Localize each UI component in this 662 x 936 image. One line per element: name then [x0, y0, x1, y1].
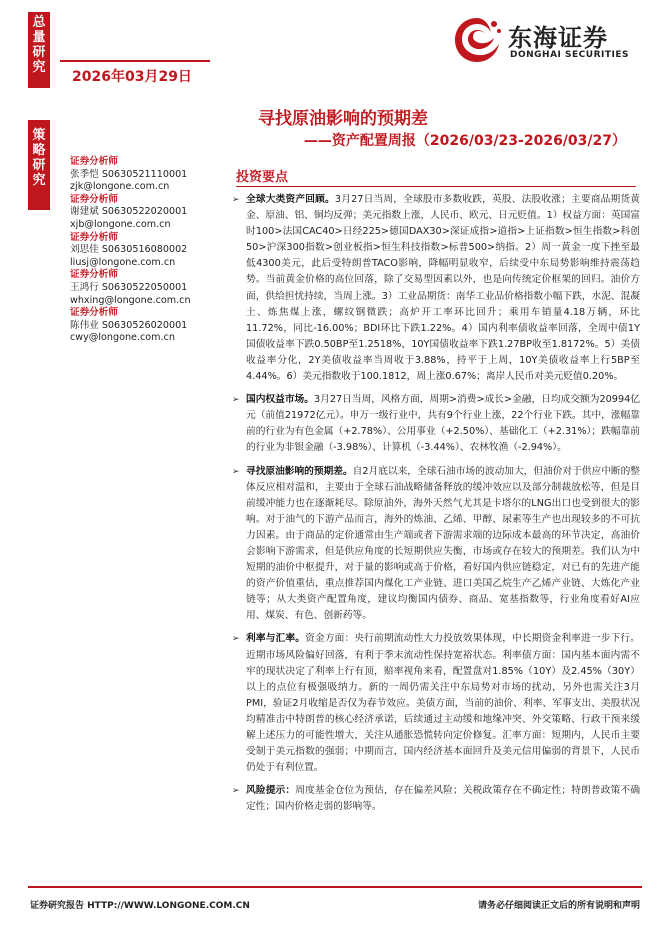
footer-website[interactable]: 证券研究报告 HTTP://WWW.LONGONE.COM.CN [30, 901, 250, 911]
analyst-card [70, 156, 210, 194]
analyst-name-code: 谢建斌 S0630522020001 [70, 206, 188, 218]
analyst-email[interactable]: cwy@longone.com.cn [70, 332, 175, 344]
key-points-body [232, 192, 640, 822]
key-point-heading: 全球大类资产回顾。 [246, 194, 335, 205]
arrow-bullet-icon: ➢ [232, 634, 240, 645]
key-point-text: 资金方面：央行前期流动性大力投放效果体现，中长期资金利率进一步下行。近期市场风险偏好回落，有利于季末流动性保持宽裕状态。利率债方面：国内基本面内需不牢的现状决定了利率上行有顶，赔率视角来看，配置盘对1.85%（10Y）及2.45%（30Y）以上的点位有极强吸纳力。新的一周仍需关注中东局势对市场的扰动，另外也需关注3月PMI，验证2月收缩是否仅为春节效应。美债方面，当前的油价、利率、军事支出、美股状况均精准击中特朗普的核心经济承诺，后续通过主动缓和地缘冲突、外交策略、行政干预来缓解上述压力的可能性增大，关注从通胀恐慌转向定价修复。汇率方面：短期内，人民币主要受制于美元指数的强弱；中期而言，国内经济基本面回升及美元信用偏弱的背景下，人民币仍处于有利位置。 [246, 633, 640, 774]
key-point-text: 3月27日当周，风格方面，周期>消费>成长>金融，日均成交额为20994亿元（前值21972亿元）。申万一级行业中，共有9个行业上涨，22个行业下跌。其中，涨幅靠前的行业为有色金属（+2.78%）、公用事业（+2.50%）、基础化工（+2.31%）；跌幅靠前的行业为非银金融（-3.98%）、计算机（-3.44%）、农林牧渔（-2.94%）。 [246, 394, 640, 454]
analyst-email[interactable]: liusj@longone.com.cn [70, 256, 176, 268]
report-subtitle: ——资产配置周报（2026/03/23-2026/03/27） [303, 133, 626, 149]
analyst-list [70, 156, 210, 345]
analyst-name-code: 王鸿行 S0630522050001 [70, 281, 188, 293]
logo-wave-icon [450, 14, 504, 66]
analyst-name-code: 陈伟业 S0630526020001 [70, 319, 188, 331]
key-point-heading: 国内权益市场。 [246, 394, 314, 406]
company-logo [450, 14, 640, 66]
key-point-text: 自2月底以来，全球石油市场的波动加大，但油价对于供应中断的整体反应相对温和，主要由于全球石油战略储备释放的缓冲效应以及部分制裁放松等，但是目前缓冲能力也在逐渐耗尽。除原油外，海外天然气尤其是卡塔尔的LNG出口也受到很大的影响。对于油气的下游产品而言，海外的炼油、乙烯、甲醇、尿素等生产也出现较多的不可抗力因素。由于商品的定价通常由生产端或者下游需求端的边际成本最高的环节决定，高油价会影响下游需求，但是供应角度的长短期供应失衡，市场或存在较大的预期差。我们认为中短期的油价中枢提升，对于量的影响或高于价格，看好国内供应链稳定，对已有的先进产能的资产价值重估，重点推荐国内煤化工产业链、进口美国乙烷生产乙烯产业链、大炼化产业链等；从大类资产配置角度，建议均衡国内债券、商品、宽基指数等，行业角度看好AI应用、煤炭、有色、创新药等。 [246, 465, 640, 622]
analyst-role: 证券分析师 [70, 193, 118, 205]
side-tab-strategy: 策略研究 [28, 120, 50, 210]
key-point-heading: 风险提示： [246, 785, 296, 797]
section-title-rule [236, 186, 636, 187]
key-point-item [232, 464, 640, 625]
arrow-bullet-icon: ➢ [232, 395, 240, 406]
analyst-email[interactable]: whxing@longone.com.cn [70, 294, 191, 306]
key-point-item [232, 631, 640, 776]
section-title-key-points: 投资要点 [236, 170, 289, 185]
report-date: 2026年03月29日 [72, 69, 192, 85]
analyst-email[interactable]: xjb@longone.com.cn [70, 218, 171, 230]
analyst-role: 证券分析师 [70, 269, 118, 281]
analyst-card [70, 232, 210, 270]
analyst-role: 证券分析师 [70, 307, 118, 319]
key-point-heading: 寻找原油影响的预期差。 [246, 465, 353, 477]
analyst-name-code: 刘思佳 S0630516080002 [70, 244, 188, 256]
footer-rule [28, 886, 642, 888]
key-point-heading: 利率与汇率。 [246, 633, 306, 645]
analyst-role: 证券分析师 [70, 156, 118, 167]
date-rule [60, 60, 210, 62]
arrow-bullet-icon: ➢ [232, 466, 240, 477]
analyst-card [70, 307, 210, 345]
key-point-item [232, 192, 640, 385]
analyst-card [70, 194, 210, 232]
key-point-item [232, 783, 640, 815]
arrow-bullet-icon: ➢ [232, 195, 240, 205]
analyst-name-code: 张季恺 S0630521110001 [70, 168, 188, 180]
key-point-text: 3月27日当周，全球股市多数收跌，英股、法股收涨；主要商品期货黄金、原油、铝、铜均反弹；美元指数上涨，人民币、欧元、日元贬值。1）权益方面：英国富时100>法国CAC40>日经225>德国DAX30>深证成指>道指>上证指数>恒生指数>科创50>沪深300指数>创业板指>恒生科技指数>标普500>纳指。2）周一黄金一度下挫至最低4300美元，此后受特朗普TACO影响，降幅明显收窄，后续受中东局势影响维持震荡趋势。当前黄金价格的高位回落，除了交易型因素以外，也是向传统定价框架的回归。油价方面，供给担忧持续，当周上涨。3）工业品期货：南华工业品价格指数小幅下跌，水泥、混凝土、炼焦煤上涨，螺纹钢微跌；高炉开工率环比回升；乘用车销量4.18万辆，环比11.72%，同比-16.00%；BDI环比下跌1.22%。4）国内利率债收益率回落，全周中债1Y国债收益率下跌0.50BP至1.2518%，10Y国债收益率下跌1.27BP收至1.8172%。5）美债收益率分化，2Y美债收益率当周收于3.88%，持平于上周，10Y美债收益率上行5BP至4.44%。6）美元指数收于100.1812，周上涨0.67%；离岸人民币对美元贬值0.20%。 [246, 194, 640, 383]
analyst-role: 证券分析师 [70, 231, 118, 243]
footer-disclaimer: 请务必仔细阅读正文后的所有说明和声明 [477, 901, 640, 911]
logo-english-name: DONGHAI SECURITIES [510, 50, 629, 60]
analyst-email[interactable]: zjk@longone.com.cn [70, 181, 170, 193]
report-title: 寻找原油影响的预期差 [258, 109, 428, 129]
arrow-bullet-icon: ➢ [232, 786, 240, 797]
logo-chinese-name: 东海证券 [508, 24, 608, 52]
key-point-text: 周度基金仓位为预估，存在偏差风险；关税政策存在不确定性；特朗普政策不确定性；国内价格走弱的影响等。 [246, 785, 641, 813]
key-point-item [232, 392, 640, 456]
analyst-card [70, 269, 210, 307]
side-tab-macro: 总量研究 [28, 12, 50, 88]
